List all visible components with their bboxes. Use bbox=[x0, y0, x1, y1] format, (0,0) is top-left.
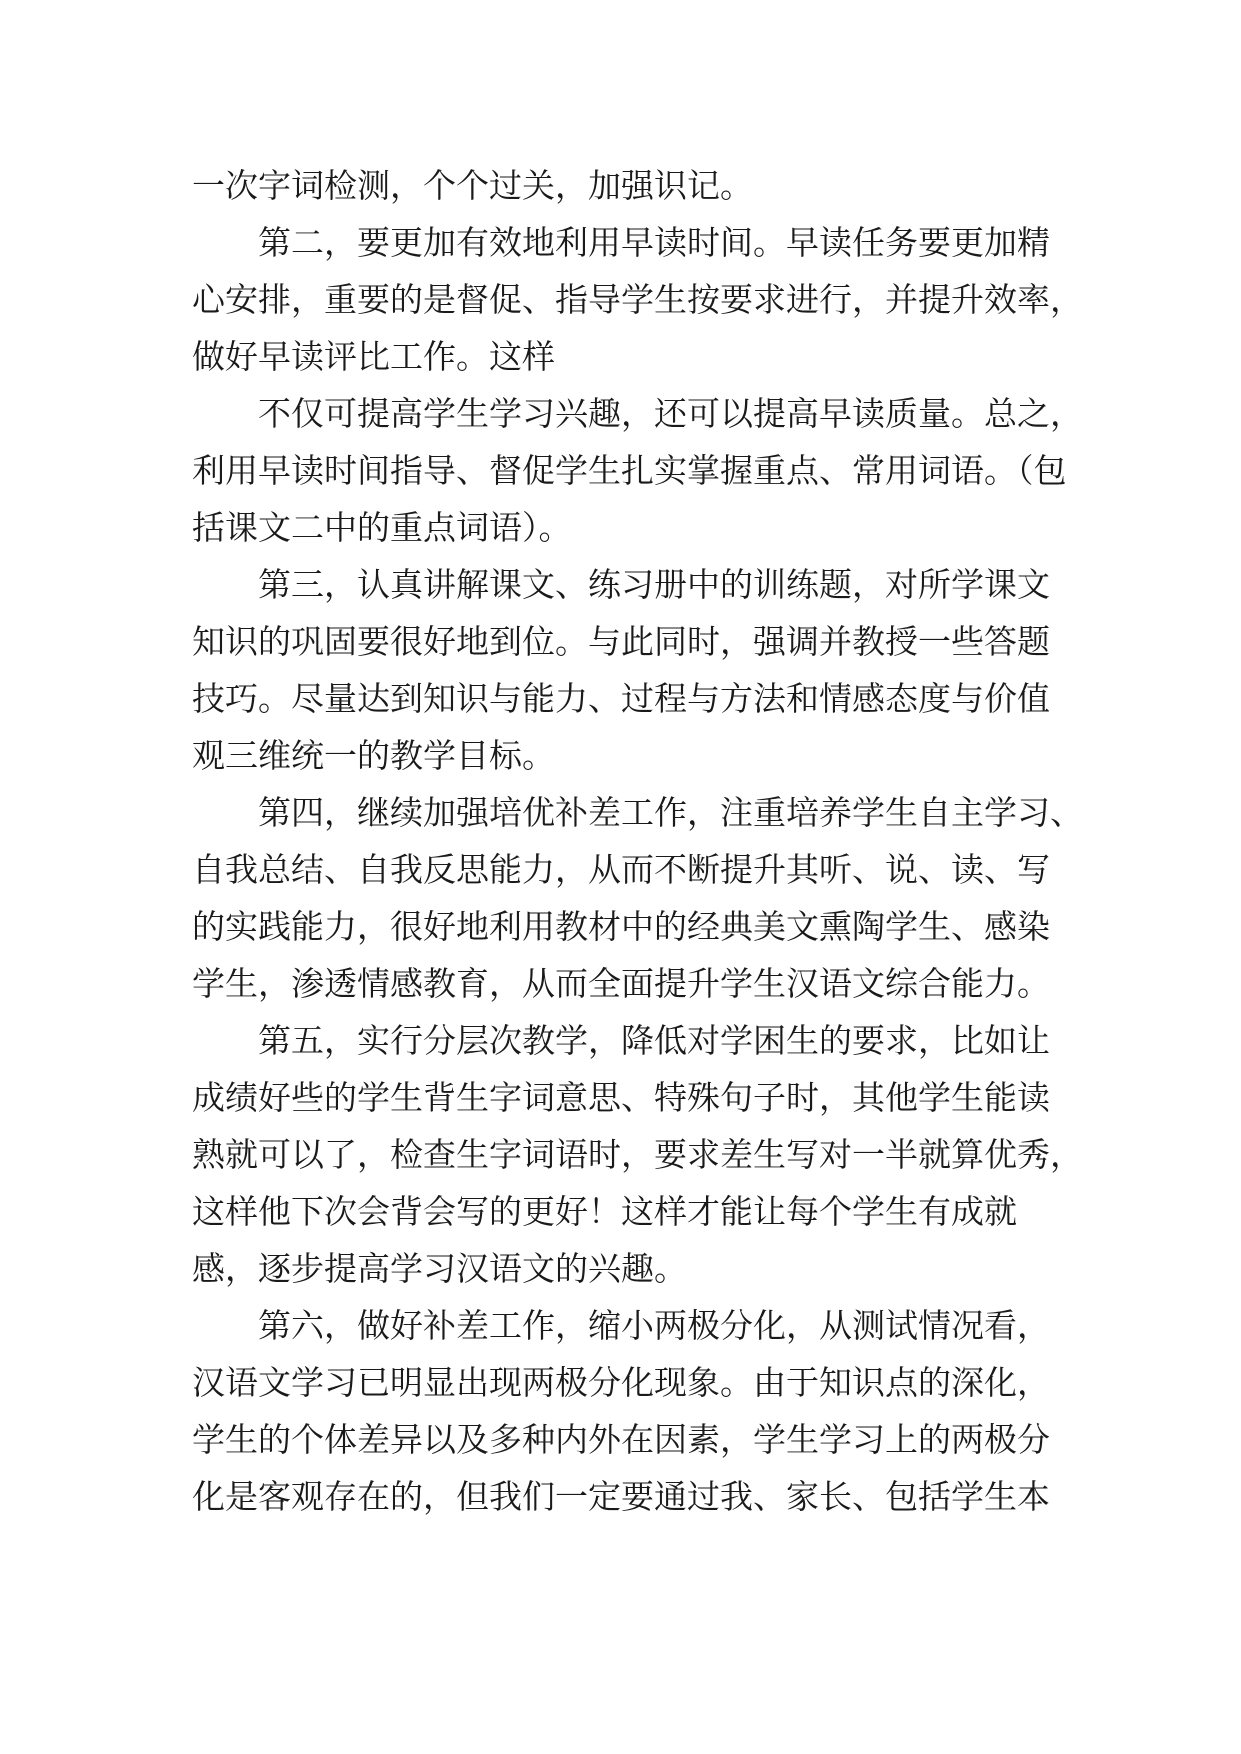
paragraph-start-line: 第二，要更加有效地利用早读时间。早读任务要更加精 bbox=[258, 223, 1050, 262]
text-line: 熟就可以了，检查生字词语时，要求差生写对一半就算优秀， bbox=[192, 1135, 1083, 1174]
paragraph-start-line: 第五，实行分层次教学，降低对学困生的要求，比如让 bbox=[258, 1021, 1050, 1060]
text-line: 观三维统一的教学目标。 bbox=[192, 736, 555, 775]
text-line: 化是客观存在的，但我们一定要通过我、家长、包括学生本 bbox=[192, 1477, 1050, 1516]
text-line: 学生，渗透情感教育，从而全面提升学生汉语文综合能力。 bbox=[192, 964, 1050, 1003]
paragraph-start-line: 第三，认真讲解课文、练习册中的训练题，对所学课文 bbox=[258, 565, 1050, 604]
text-line: 感，逐步提高学习汉语文的兴趣。 bbox=[192, 1249, 687, 1288]
document-body bbox=[192, 157, 1083, 1525]
text-line: 自我总结、自我反思能力，从而不断提升其听、说、读、写 bbox=[192, 850, 1050, 889]
text-line: 利用早读时间指导、督促学生扎实掌握重点、常用词语。（包 bbox=[192, 451, 1067, 490]
text-line: 知识的巩固要很好地到位。与此同时，强调并教授一些答题 bbox=[192, 622, 1050, 661]
text-line: 技巧。尽量达到知识与能力、过程与方法和情感态度与价值 bbox=[192, 679, 1050, 718]
paragraph-start-line: 不仅可提高学生学习兴趣，还可以提高早读质量。总之， bbox=[258, 394, 1083, 433]
paragraph-start-line: 第四，继续加强培优补差工作，注重培养学生自主学习、 bbox=[258, 793, 1083, 832]
text-line: 的实践能力，很好地利用教材中的经典美文熏陶学生、感染 bbox=[192, 907, 1050, 946]
text-line: 括课文二中的重点词语）。 bbox=[192, 508, 572, 547]
text-line: 成绩好些的学生背生字词意思、特殊句子时，其他学生能读 bbox=[192, 1078, 1050, 1117]
text-line: 学生的个体差异以及多种内外在因素，学生学习上的两极分 bbox=[192, 1420, 1050, 1459]
text-line: 心安排，重要的是督促、指导学生按要求进行，并提升效率， bbox=[192, 280, 1083, 319]
text-line: 做好早读评比工作。这样 bbox=[192, 337, 555, 376]
paragraph-start-line: 第六，做好补差工作，缩小两极分化，从测试情况看， bbox=[258, 1306, 1050, 1345]
text-line: 一次字词检测，个个过关，加强识记。 bbox=[192, 166, 753, 205]
text-line: 汉语文学习已明显出现两极分化现象。由于知识点的深化， bbox=[192, 1363, 1050, 1402]
text-line: 这样他下次会背会写的更好！这样才能让每个学生有成就 bbox=[192, 1192, 1017, 1231]
